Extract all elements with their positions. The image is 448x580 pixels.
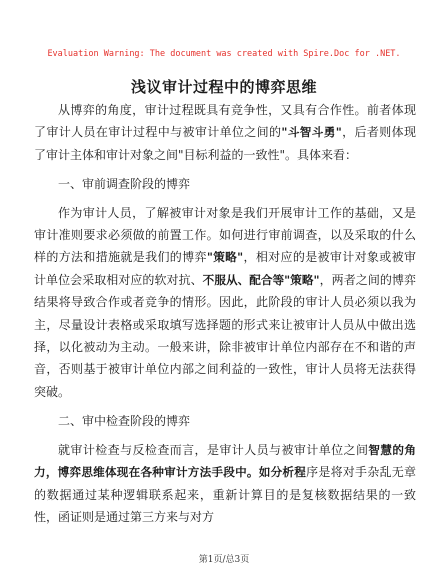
text-run: 从博弈的角度，审计过程既具有竞争性，又具有合作性。前者体现了审计人员在审计过程中与被审计单位之间的	[34, 103, 416, 140]
section-heading-2: 二、审中检查阶段的博弈	[58, 414, 191, 429]
evaluation-warning: Evaluation Warning: The document was created with Spire.Doc for .NET.	[47, 49, 401, 59]
paragraph-intro	[34, 99, 416, 166]
paragraph-in-audit	[34, 439, 416, 529]
text-run: 就审计检查与反检查而言，是审计人员与被审计单位之间	[58, 442, 369, 457]
bold-run: "斗智斗勇"	[281, 125, 342, 140]
paragraph-pre-audit	[34, 202, 416, 404]
section-heading-1: 一、审前调查阶段的博弈	[58, 177, 191, 192]
text-run: 序是将对手杂乱无章的数据通过某种逻辑联系起来，重新计算目的是复核数据结果的一致性，函证则是通过第三方来与对方	[34, 465, 416, 524]
bold-run: 智慧的角力，博弈思维体现在各种审计方法手段中。如分析程	[34, 442, 416, 480]
text-run: ，后者则体现了审计主体和审计对象之间"目标利益的一致性"。具体来看：	[34, 125, 416, 162]
text-run: ，相对应的是被审计对象或被审计单位会采取相对应的软对抗、	[34, 250, 416, 287]
bold-run: "策略"	[206, 250, 244, 265]
document-title: 浅议审计过程中的博弈思维	[130, 78, 317, 96]
text-run: ，两者之间的博弈结果将导致合作或者竞争的情形。因此，此阶段的审计人员必须以我为主，尽量设计表格或采取填写选择题的形式来让被审计人员从中做出选择，以化被动为主动。一般来讲，除非被审计单位内部存在不和谐的声音，否则基于被审计单位内部之间利益的一致性，审计人员将无法获得突破。	[34, 272, 416, 399]
page-footer: 第1页/总3页	[198, 555, 250, 565]
text-run: 作为审计人员，了解被审计对象是我们开展审计工作的基础，又是审计准则要求必须做的前置工作。如何进行审前调查，以及采取的什么样的方法和措施就是我们的博弈	[34, 205, 416, 265]
document-body	[34, 99, 416, 528]
bold-run: 不服从、配合等"策略"	[202, 272, 320, 287]
